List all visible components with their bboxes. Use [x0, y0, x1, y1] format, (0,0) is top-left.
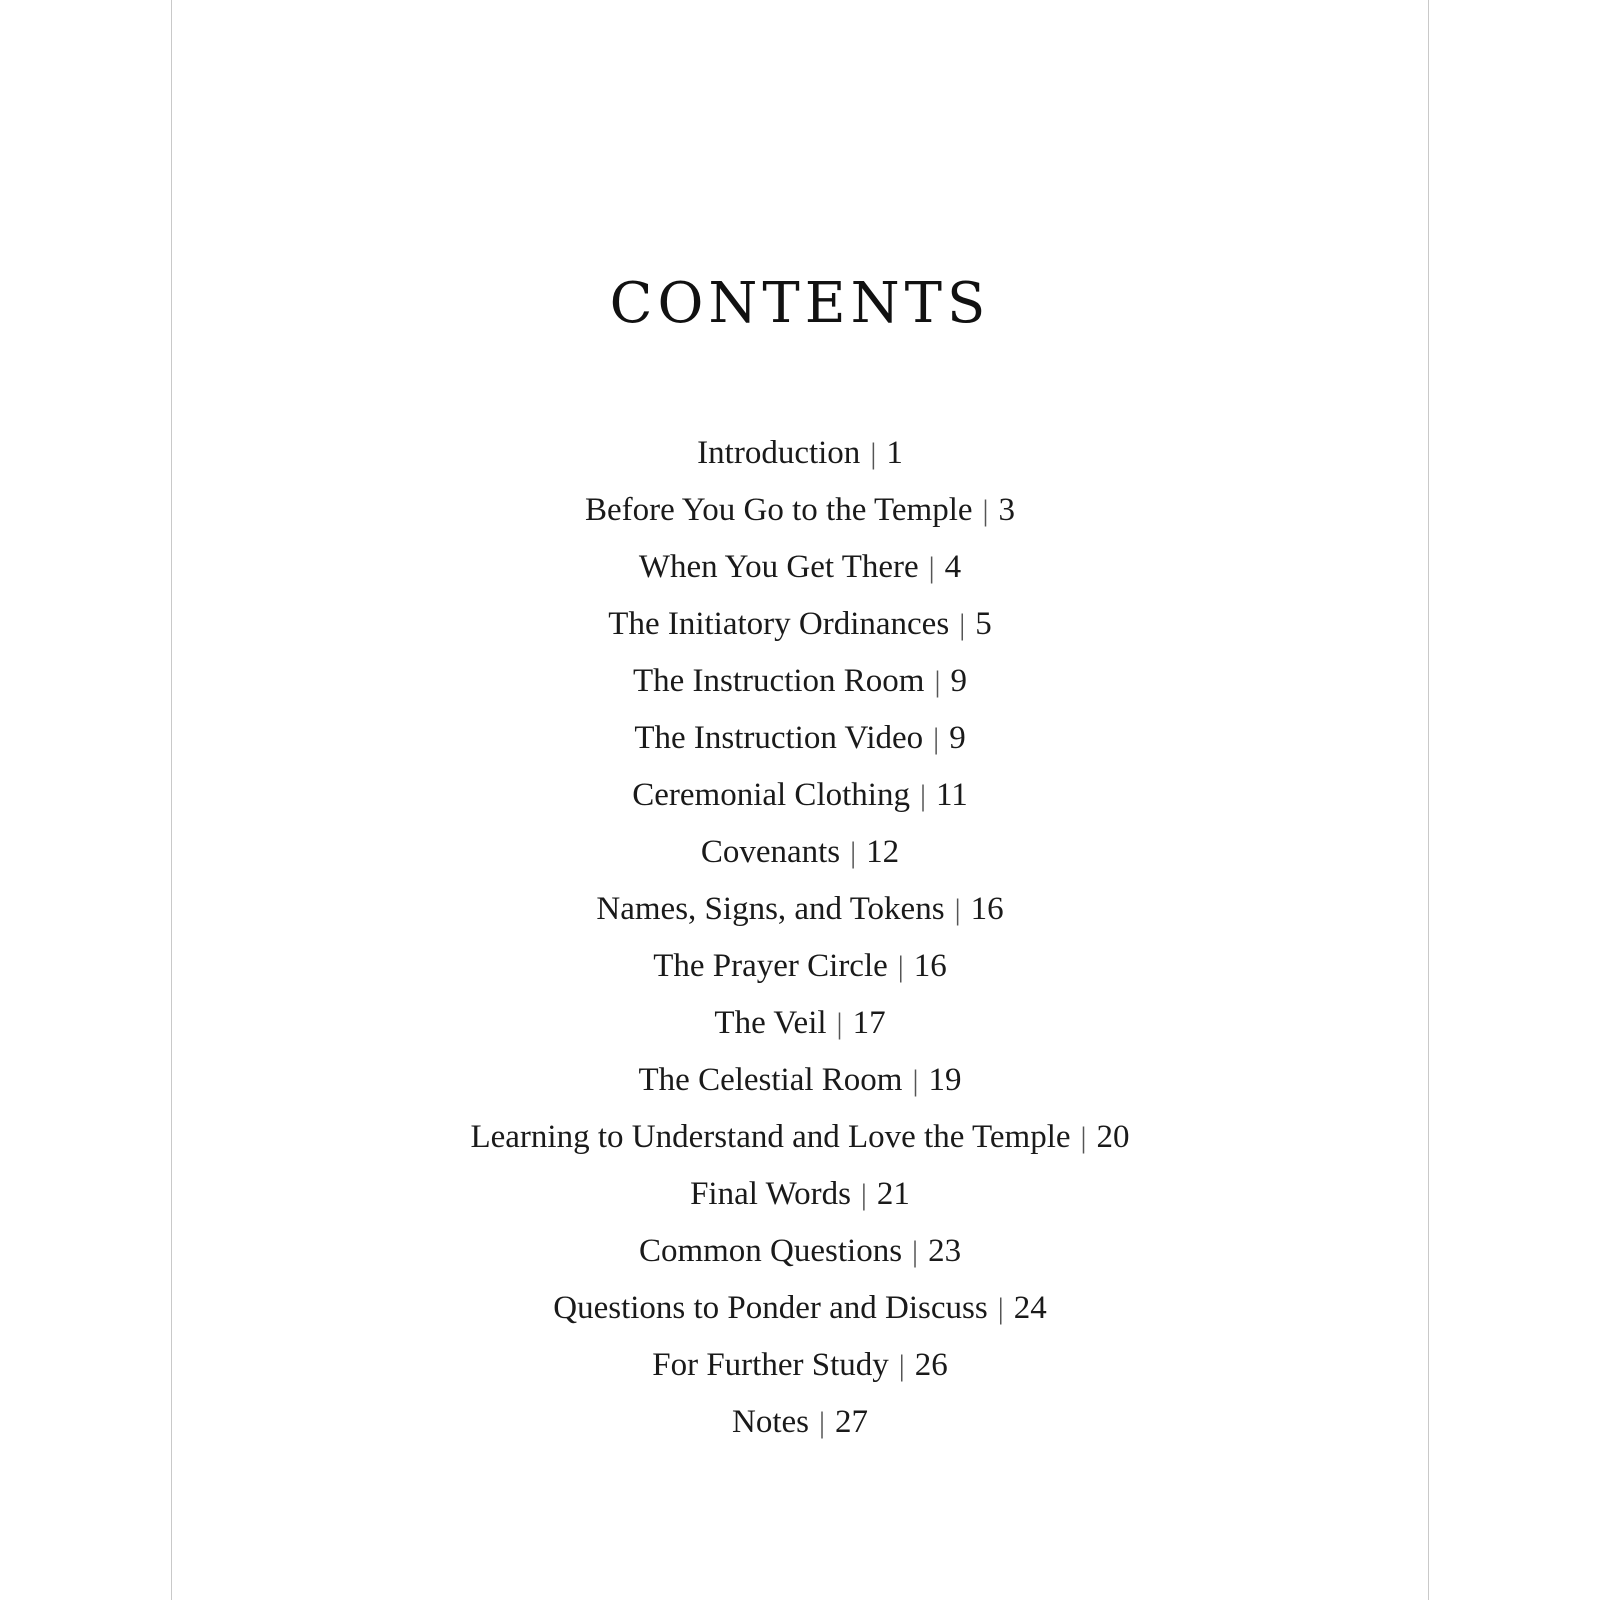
book-page	[171, 0, 1429, 1600]
toc-separator: |	[850, 836, 857, 869]
toc-entry-title: Final Words	[690, 1176, 851, 1212]
toc-entry-page-number: 9	[949, 720, 966, 756]
toc-entry-title: The Celestial Room	[638, 1062, 903, 1098]
toc-separator: |	[912, 1064, 919, 1097]
toc-entry-page-number: 23	[928, 1233, 962, 1269]
toc-separator: |	[898, 1349, 905, 1382]
toc-entry-page-number: 3	[998, 492, 1016, 528]
toc-entry-title: The Initiatory Ordinances	[608, 606, 950, 642]
toc-entry	[172, 482, 1428, 539]
toc-separator: |	[997, 1292, 1004, 1325]
toc-entry-title: When You Get There	[638, 549, 919, 585]
toc-entry	[172, 539, 1428, 596]
toc-entry-title: Learning to Understand and Love the Temple	[470, 1119, 1071, 1155]
toc-entry-page-number: 17	[852, 1005, 886, 1041]
toc-entry-title: The Veil	[714, 1005, 827, 1041]
table-of-contents	[172, 425, 1428, 1451]
toc-entry-title: Notes	[731, 1404, 809, 1440]
toc-separator: |	[818, 1406, 825, 1439]
toc-entry	[172, 1109, 1428, 1166]
toc-separator: |	[934, 665, 941, 698]
toc-entry-page-number: 4	[944, 549, 962, 585]
toc-entry-title: The Prayer Circle	[653, 948, 888, 984]
toc-entry-title: For Further Study	[652, 1347, 889, 1383]
toc-separator: |	[836, 1007, 843, 1040]
toc-entry	[172, 881, 1428, 938]
toc-entry-page-number: 24	[1013, 1290, 1047, 1326]
toc-separator: |	[919, 779, 926, 812]
toc-entry-title: Before You Go to the Temple	[584, 492, 973, 528]
page-title: CONTENTS	[609, 271, 991, 336]
toc-entry-page-number: 11	[935, 777, 968, 813]
toc-entry	[172, 1223, 1428, 1280]
toc-entry	[172, 1052, 1428, 1109]
toc-entry	[172, 425, 1428, 482]
toc-entry-page-number: 16	[970, 891, 1004, 927]
toc-separator: |	[959, 608, 966, 641]
toc-entry-title: Common Questions	[638, 1233, 903, 1269]
toc-entry	[172, 1394, 1428, 1451]
toc-separator: |	[912, 1235, 919, 1268]
toc-entry-title: Names, Signs, and Tokens	[596, 891, 945, 927]
toc-entry	[172, 1280, 1428, 1337]
toc-entry-title: Introduction	[697, 435, 861, 471]
toc-separator: |	[954, 893, 961, 926]
toc-entry	[172, 767, 1428, 824]
toc-entry	[172, 1166, 1428, 1223]
toc-entry-page-number: 1	[886, 435, 903, 471]
toc-entry-title: Covenants	[700, 834, 841, 870]
toc-separator: |	[870, 437, 877, 470]
toc-entry-page-number: 19	[928, 1062, 962, 1098]
toc-separator: |	[860, 1178, 867, 1211]
toc-entry-page-number: 16	[913, 948, 947, 984]
toc-entry	[172, 710, 1428, 767]
toc-entry-title: Ceremonial Clothing	[632, 777, 910, 813]
toc-separator: |	[928, 551, 935, 584]
toc-entry-page-number: 21	[876, 1176, 910, 1212]
toc-entry	[172, 596, 1428, 653]
toc-entry-page-number: 5	[975, 606, 992, 642]
toc-entry-page-number: 12	[866, 834, 900, 870]
toc-entry	[172, 653, 1428, 710]
toc-entry-page-number: 27	[835, 1404, 868, 1440]
toc-entry-page-number: 9	[950, 663, 967, 699]
toc-separator: |	[933, 722, 940, 755]
toc-entry-title: The Instruction Video	[634, 720, 924, 756]
toc-entry	[172, 995, 1428, 1052]
toc-separator: |	[1080, 1121, 1087, 1154]
toc-entry-title: Questions to Ponder and Discuss	[553, 1290, 988, 1326]
toc-entry-page-number: 20	[1096, 1119, 1130, 1155]
toc-separator: |	[897, 950, 904, 983]
toc-separator: |	[982, 494, 989, 527]
toc-entry	[172, 1337, 1428, 1394]
toc-entry	[172, 824, 1428, 881]
toc-entry-title: The Instruction Room	[633, 663, 925, 699]
toc-entry-page-number: 26	[914, 1347, 948, 1383]
toc-entry	[172, 938, 1428, 995]
